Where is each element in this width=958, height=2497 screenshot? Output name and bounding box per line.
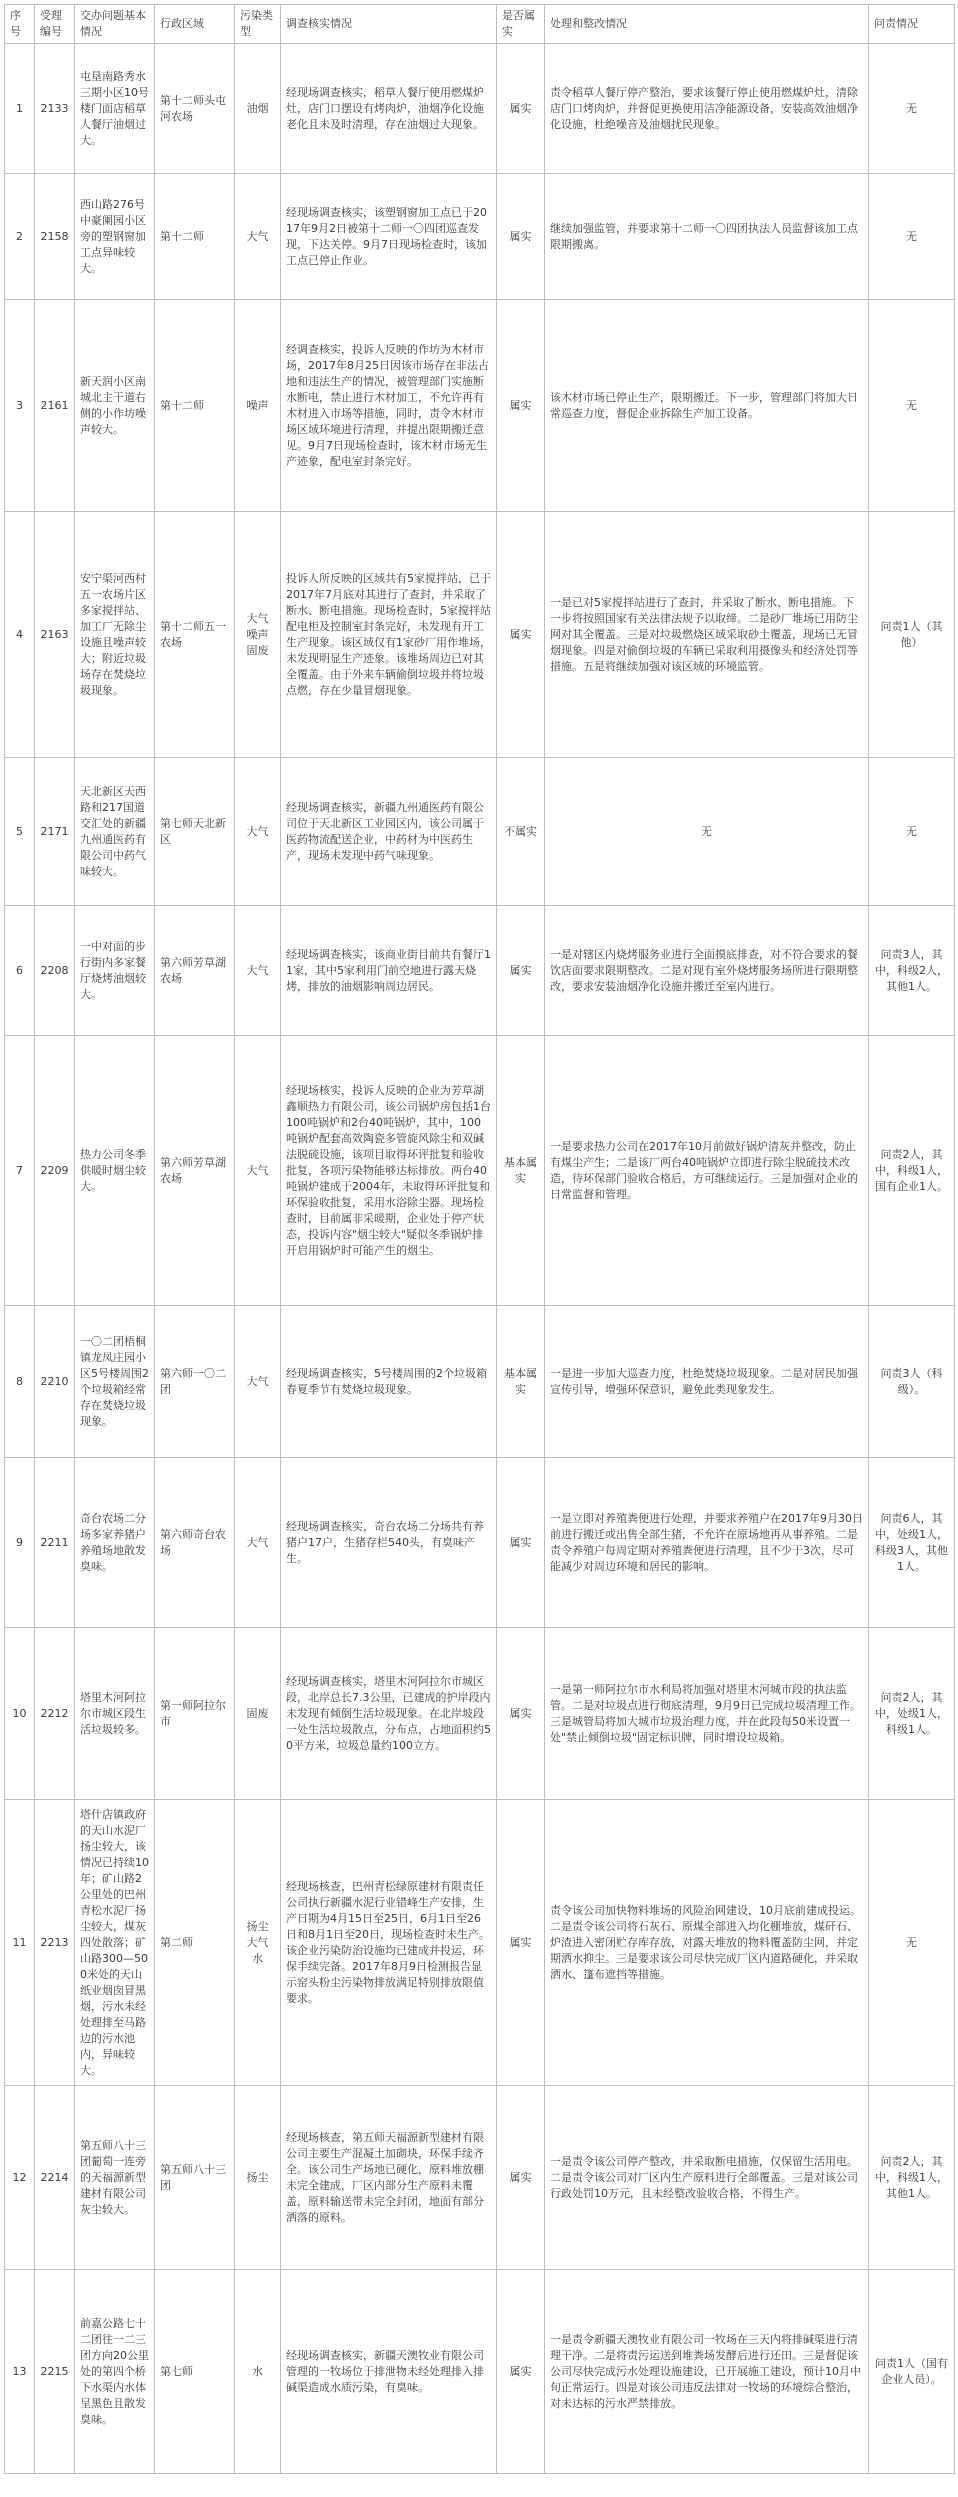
cell-type: 水 (235, 2270, 281, 2474)
table-row (5, 512, 955, 758)
cell-account: 问责6人，其中，处级1人，科级3人，其他1人。 (869, 1458, 955, 1628)
table-header-row (5, 5, 955, 44)
cell-seq: 1 (5, 44, 35, 174)
cell-id: 2209 (35, 1036, 75, 1306)
table-row (5, 1628, 955, 1800)
table-row (5, 1800, 955, 2086)
cell-issue: 塔什店镇政府的天山水泥厂扬尘较大，该情况已持续10年；矿山路2公里处的巴州青松水泥厂扬尘较大，煤灰四处散落；矿山路300—500米处的天山纸业烟囱冒黑烟，污水未经处理排至马路边的污水池内，异味较大。 (75, 1800, 155, 2086)
cell-type: 噪声 (235, 300, 281, 512)
cell-fact: 不属实 (497, 758, 545, 906)
header-seq: 序号 (5, 5, 35, 44)
cell-id: 2210 (35, 1306, 75, 1458)
cell-region: 第十二师头屯河农场 (155, 44, 235, 174)
cell-seq: 7 (5, 1036, 35, 1306)
cell-fact: 属实 (497, 1800, 545, 2086)
cell-type: 扬尘 (235, 2086, 281, 2270)
cell-fact: 属实 (497, 174, 545, 300)
cell-id: 2163 (35, 512, 75, 758)
cell-issue: 天北新区天西路和217国道交汇处的新疆九州通医药有限公司中药气味较大。 (75, 758, 155, 906)
cell-seq: 5 (5, 758, 35, 906)
cell-id: 2208 (35, 906, 75, 1036)
cell-survey: 经现场调查核实，该塑钢窗加工点已于2017年9月2日被第十二师一〇四团巡查发现，下达关停。9月7日现场检查时，该加工点已停止作业。 (281, 174, 497, 300)
cell-survey: 经现场调查核实，新疆九州通医药有限公司位于天北新区工业园区内，该公司属于医药物流配送企业，中药材为中医药生产，现场未发现中药气味现象。 (281, 758, 497, 906)
cell-region: 第七师天北新区 (155, 758, 235, 906)
cell-region: 第七师 (155, 2270, 235, 2474)
cell-region: 第二师 (155, 1800, 235, 2086)
cell-action: 一是责令该公司停产整改，并采取断电措施，仅保留生活用电。二是责令该公司对厂区内生产原料进行全部覆盖。三是对该公司行政处罚10万元，且未经整改验收合格，不得生产。 (545, 2086, 869, 2270)
cell-account: 问责3人（科级）。 (869, 1306, 955, 1458)
header-fact: 是否属实 (497, 5, 545, 44)
cell-survey: 经现场调查核实，5号楼周围的2个垃圾箱春夏季节有焚烧垃圾现象。 (281, 1306, 497, 1458)
cell-issue: 奇台农场二分场多家养猪户养殖场地散发臭味。 (75, 1458, 155, 1628)
header-account: 问责情况 (869, 5, 955, 44)
cell-survey: 投诉人所反映的区域共有5家搅拌站，已于2017年7月底对其进行了查封，并采取了断水、断电措施。现场检查时，5家搅拌站配电柜及控制室封条完好，未发现有开工生产现象。该区域仅有1家砂厂用作堆场，未发现明显生产迹象。该堆场周边已对其全覆盖。由于外来车辆偷倒垃圾并将垃圾点燃，存在少量冒烟现象。 (281, 512, 497, 758)
cell-region: 第十二师 (155, 300, 235, 512)
cell-seq: 10 (5, 1628, 35, 1800)
cell-action: 责令稻草人餐厅停产整治，要求该餐厅停止使用燃煤炉灶，清除店门口烤肉炉，并督促更换使用洁净能源设备，安装高效油烟净化设施，杜绝噪音及油烟扰民现象。 (545, 44, 869, 174)
header-type: 污染类型 (235, 5, 281, 44)
cell-region: 第五师八十三团 (155, 2086, 235, 2270)
cell-action: 一是已对5家搅拌站进行了查封，并采取了断水、断电措施。下一步将按照国家有关法律法规予以取缔。二是砂厂堆场已用防尘网对其全覆盖。三是对垃圾燃烧区域采取砂土覆盖，现场已无冒烟现象。四是对偷倒垃圾的车辆已采取利用摄像头和经济处罚等措施。五是将继续加强对该区域的环境监管。 (545, 512, 869, 758)
cell-action: 无 (545, 758, 869, 906)
cell-fact: 基本属实 (497, 1306, 545, 1458)
cell-fact: 属实 (497, 512, 545, 758)
cell-survey: 经现场调查核实，奇台农场二分场共有养猪户17户，生猪存栏540头，有臭味产生。 (281, 1458, 497, 1628)
cell-id: 2158 (35, 174, 75, 300)
cell-id: 2215 (35, 2270, 75, 2474)
cell-issue: 安宁渠河西村五一农场片区多家搅拌站、加工厂无除尘设施且噪声较大；附近垃圾场存在焚烧垃圾现象。 (75, 512, 155, 758)
cell-action: 一是对辖区内烧烤服务业进行全面摸底排查，对不符合要求的餐饮店面要求限期整改。二是对现有室外烧烤服务场所进行限期整改，要求安装油烟净化设施并搬迁至室内进行。 (545, 906, 869, 1036)
cell-issue: 新天润小区南城北主干道右侧的小作坊噪声较大。 (75, 300, 155, 512)
cell-type: 大气 (235, 1306, 281, 1458)
cell-fact: 属实 (497, 44, 545, 174)
table-row (5, 44, 955, 174)
table-row (5, 2086, 955, 2270)
cell-account: 无 (869, 44, 955, 174)
cell-issue: 塔里木河阿拉尔市城区段生活垃圾较多。 (75, 1628, 155, 1800)
cell-id: 2161 (35, 300, 75, 512)
cell-survey: 经现场调查核实，塔里木河阿拉尔市城区段，北岸总长7.3公里，已建成的护岸段内未发现有倾倒生活垃圾现象。在北岸坡段一处生活垃圾散点，分布点，占地面积约50平方米，垃圾总量约100立方。 (281, 1628, 497, 1800)
cell-fact: 属实 (497, 2086, 545, 2270)
cell-type: 大气 (235, 174, 281, 300)
cell-region: 第六师芳草湖农场 (155, 906, 235, 1036)
cell-fact: 属实 (497, 300, 545, 512)
cell-account: 无 (869, 174, 955, 300)
cell-id: 2214 (35, 2086, 75, 2270)
cell-issue: 热力公司冬季供暖时烟尘较大。 (75, 1036, 155, 1306)
cell-type: 扬尘 大气 水 (235, 1800, 281, 2086)
table-row (5, 1036, 955, 1306)
complaint-table (4, 4, 955, 2474)
cell-survey: 经现场调查核实，该商业街目前共有餐厅11家，其中5家利用门前空地进行露天烧烤，排放的油烟影响周边居民。 (281, 906, 497, 1036)
cell-action: 一是第一师阿拉尔市水利局将加强对塔里木河城市段的执法监管。二是对垃圾点进行彻底清理，9月9日已完成垃圾清理工作。三是城管局将加大城市垃圾治理力度，并在此段每50米设置一处"禁止倾倒垃圾"固定标识牌，同时增设垃圾箱。 (545, 1628, 869, 1800)
cell-seq: 4 (5, 512, 35, 758)
cell-issue: 前嘉公路七十二团往一二三团方向20公里处的第四个桥下水渠内水体呈黑色且散发臭味。 (75, 2270, 155, 2474)
table-row (5, 300, 955, 512)
table-row (5, 758, 955, 906)
cell-region: 第一师阿拉尔市 (155, 1628, 235, 1800)
table-row (5, 906, 955, 1036)
cell-fact: 属实 (497, 1628, 545, 1800)
cell-region: 第六师一〇二团 (155, 1306, 235, 1458)
cell-seq: 11 (5, 1800, 35, 2086)
cell-account: 无 (869, 1800, 955, 2086)
cell-survey: 经现场调查核实，新疆天澳牧业有限公司管理的一牧场位于排泄物未经处理排入排碱渠造成水质污染，有臭味。 (281, 2270, 497, 2474)
cell-region: 第十二师五一农场 (155, 512, 235, 758)
cell-seq: 12 (5, 2086, 35, 2270)
cell-seq: 8 (5, 1306, 35, 1458)
cell-seq: 6 (5, 906, 35, 1036)
cell-action: 一是要求热力公司在2017年10月前做好锅炉清灰并整改，防止有煤尘产生；二是该厂两台40吨锅炉立即进行除尘脱硫技术改造，待环保部门验收合格后，方可继续运行。三是加强对企业的日常监督和管理。 (545, 1036, 869, 1306)
cell-account: 问责1人（其他） (869, 512, 955, 758)
cell-seq: 9 (5, 1458, 35, 1628)
cell-issue: 屯垦南路秀水三期小区10号楼门面店稻草人餐厅油烟过大。 (75, 44, 155, 174)
cell-fact: 属实 (497, 906, 545, 1036)
cell-account: 问责2人，其中，处级1人，科级1人。 (869, 1628, 955, 1800)
cell-issue: 一〇二团梧桐镇龙凤庄园小区5号楼周围2个垃圾箱经常存在焚烧垃圾现象。 (75, 1306, 155, 1458)
cell-survey: 经调查核实，投诉人反映的作坊为木材市场，2017年8月25日因该市场存在非法占地和违法生产的情况，被管理部门实施断水断电，禁止进行木材加工，不允许再有木材进入市场等措施，同时，责令木材市场区域环境进行清理，并提出限期搬迁意见。9月7日现场检查时，该木材市场无生产迹象，配电室封条完好。 (281, 300, 497, 512)
cell-seq: 13 (5, 2270, 35, 2474)
cell-seq: 2 (5, 174, 35, 300)
header-issue: 交办问题基本情况 (75, 5, 155, 44)
cell-fact: 属实 (497, 2270, 545, 2474)
cell-type: 大气 (235, 1036, 281, 1306)
cell-issue: 一中对面的步行街内多家餐厅烧烤油烟较大。 (75, 906, 155, 1036)
cell-account: 无 (869, 758, 955, 906)
cell-action: 一是立即对养殖粪便进行处理，并要求养殖户在2017年9月30日前进行搬迁或出售全部生猪，不允许在原场地再从事养殖。二是责令养殖户每周定期对养殖粪便进行清理，且不少于3次，尽可能减少对周边环境和居民的影响。 (545, 1458, 869, 1628)
cell-issue: 西山路276号中豪阑园小区旁的塑钢窗加工点异味较大。 (75, 174, 155, 300)
cell-issue: 第五师八十三团葡萄一连旁的天福源新型建材有限公司灰尘较大。 (75, 2086, 155, 2270)
cell-account: 问责3人，其中，科级2人，其他1人。 (869, 906, 955, 1036)
cell-region: 第六师奇台农场 (155, 1458, 235, 1628)
cell-type: 大气 (235, 1458, 281, 1628)
cell-survey: 经现场核查，第五师天福源新型建材有限公司主要生产混凝土加砌块，环保手续齐全。该公司生产场地已硬化，原料堆放棚未完全建成，厂区内部分生产原料未覆盖，原料输送带未完全封闭，地面有部分洒落的原料。 (281, 2086, 497, 2270)
cell-account: 无 (869, 300, 955, 512)
header-region: 行政区域 (155, 5, 235, 44)
header-action: 处理和整改情况 (545, 5, 869, 44)
cell-action: 责令该公司加快物料堆场的风险治网建设，10月底前建成投运。二是责令该公司将石灰石、原煤全部进入均化棚堆放，煤矸石、炉渣进入密闭贮存库存放，对露天堆放的物料覆盖防尘网，并定期洒水抑尘。三是要求该公司尽快完成厂区内道路硬化，并采取洒水、篷布遮挡等措施。 (545, 1800, 869, 2086)
cell-survey: 经现场核实，投诉人反映的企业为芳草湖鑫顺热力有限公司，该公司锅炉房包括1台100吨锅炉和2台40吨锅炉，其中，100吨锅炉配套高效陶瓷多管旋风除尘和双碱法脱硫设施，该项目取得环评批复和验收批复，各项污染物能够达标排放。两台40吨锅炉建成于2004年，未取得环评批复和环保验收批复，采用水浴除尘器。现场检查时，目前属非采暖期，企业处于停产状态，投诉内容"烟尘较大"疑似冬季锅炉排开启用锅炉时可能产生的烟尘。 (281, 1036, 497, 1306)
cell-type: 油烟 (235, 44, 281, 174)
cell-action: 该木材市场已停止生产，限期搬迁。下一步，管理部门将加大日常巡查力度，督促企业拆除生产加工设备。 (545, 300, 869, 512)
table-row (5, 1458, 955, 1628)
cell-action: 继续加强监管，并要求第十二师一〇四团执法人员监督该加工点限期搬离。 (545, 174, 869, 300)
cell-account: 问责1人（国有企业人员）。 (869, 2270, 955, 2474)
header-survey: 调查核实情况 (281, 5, 497, 44)
cell-survey: 经现场核查，巴州青松绿原建材有限责任公司执行新疆水泥行业错峰生产安排，生产日期为4月15日至25日，6月1日至26日和8月1日至20日，现场检查时未生产。该企业污染防治设施均已建成并投运，环保手续完备。2017年8月9日检测报告显示窑头粉尘污染物排放满足特别排放限值要求。 (281, 1800, 497, 2086)
cell-fact: 基本属实 (497, 1036, 545, 1306)
cell-id: 2212 (35, 1628, 75, 1800)
table-row (5, 1306, 955, 1458)
cell-account: 问责2人，其中，科级1人，其他1人。 (869, 2086, 955, 2270)
cell-region: 第十二师 (155, 174, 235, 300)
cell-action: 一是责令新疆天澳牧业有限公司一牧场在三天内将排碱渠进行清理干净。二是将责污运送到堆粪场发酵后进行还田。三是督促该公司尽快完成污水处理设施建设，已开展施工建设，预计10月中旬正常运行。四是对该公司违反法律对一牧场的环境综合整治，对未达标的污水严禁排放。 (545, 2270, 869, 2474)
cell-account: 问责2人，其中，科级1人，国有企业1人。 (869, 1036, 955, 1306)
cell-fact: 属实 (497, 1458, 545, 1628)
cell-action: 一是进一步加大巡查力度，杜绝焚烧垃圾现象。二是对居民加强宣传引导，增强环保意识，避免此类现象发生。 (545, 1306, 869, 1458)
cell-region: 第六师芳草湖农场 (155, 1036, 235, 1306)
cell-id: 2133 (35, 44, 75, 174)
cell-id: 2171 (35, 758, 75, 906)
cell-id: 2211 (35, 1458, 75, 1628)
table-row (5, 2270, 955, 2474)
cell-type: 大气 噪声 固废 (235, 512, 281, 758)
cell-type: 大气 (235, 906, 281, 1036)
cell-survey: 经现场调查核实，稻草人餐厅使用燃煤炉灶，店门口摆设有烤肉炉，油烟净化设施老化且未及时清理，存在油烟过大现象。 (281, 44, 497, 174)
cell-seq: 3 (5, 300, 35, 512)
cell-id: 2213 (35, 1800, 75, 2086)
header-id: 受理编号 (35, 5, 75, 44)
cell-type: 大气 (235, 758, 281, 906)
cell-type: 固废 (235, 1628, 281, 1800)
table-row (5, 174, 955, 300)
